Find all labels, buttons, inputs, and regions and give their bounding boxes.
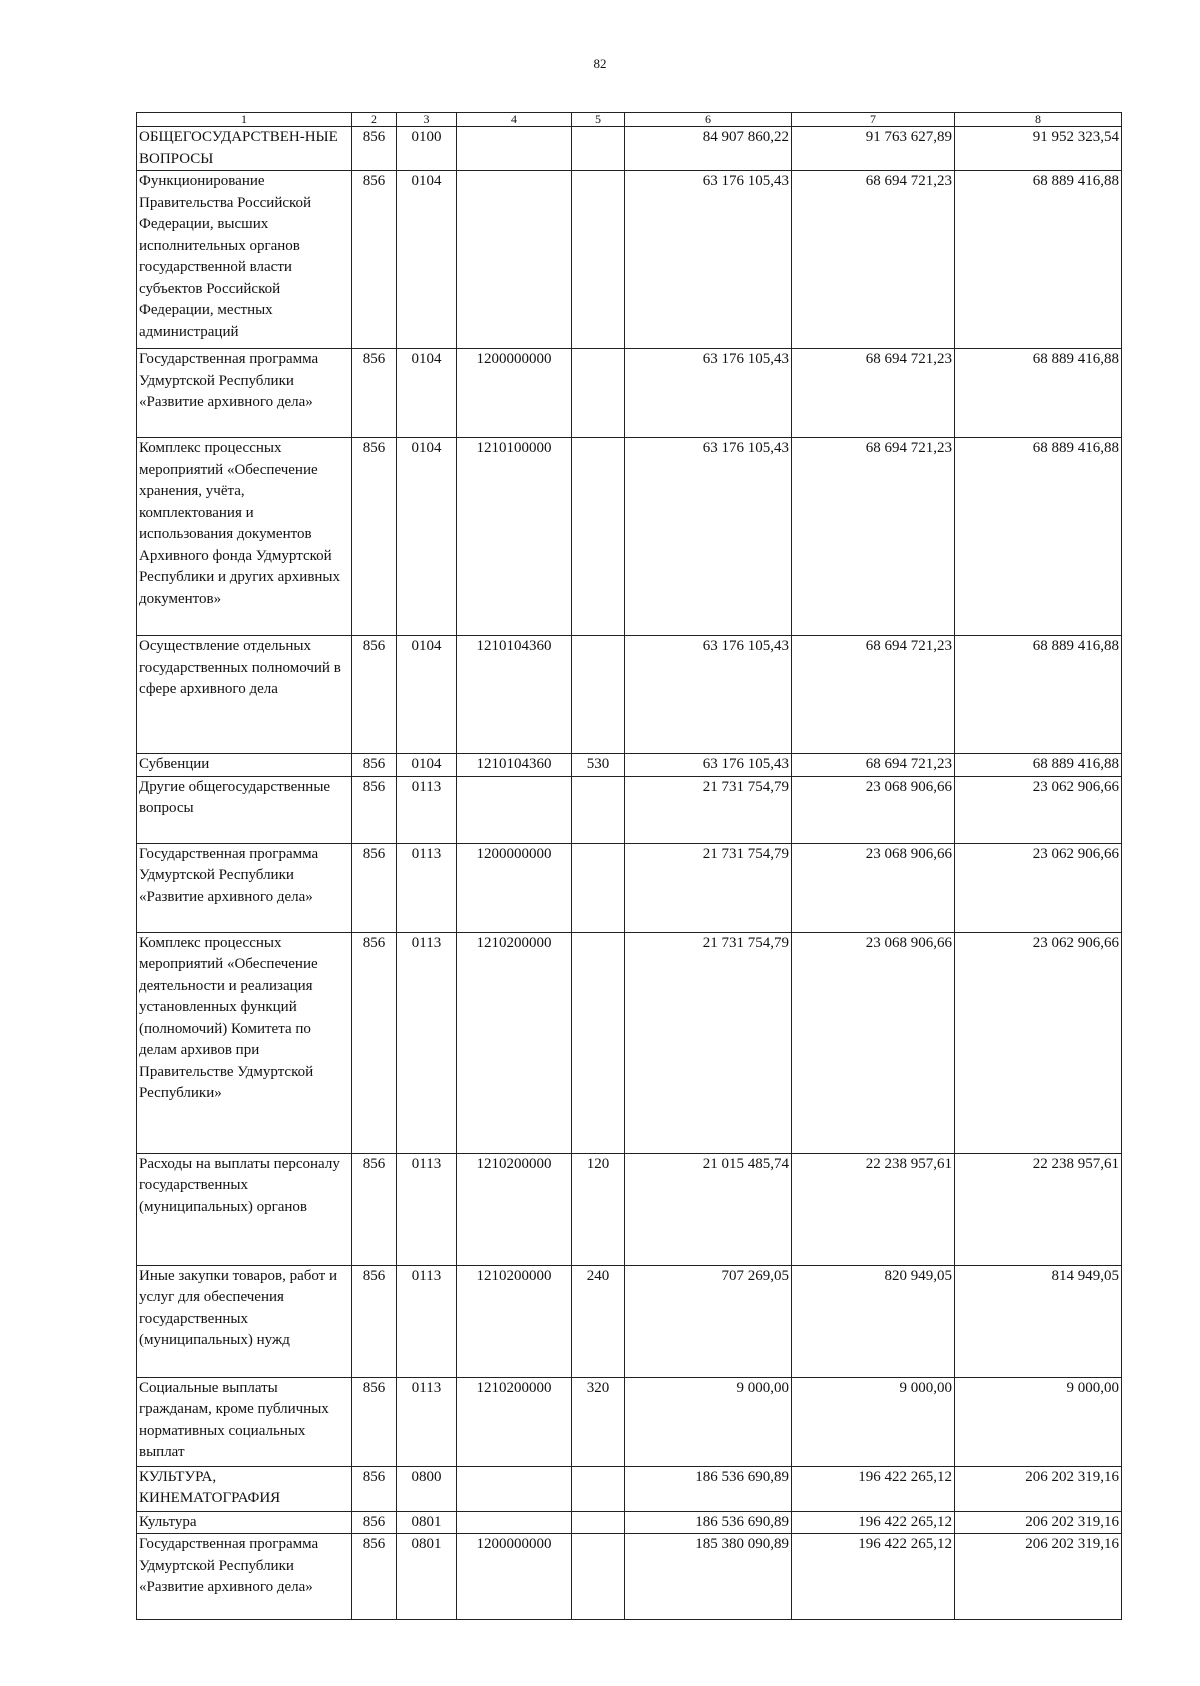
row-amount-col6: 186 536 690,89 xyxy=(625,1511,792,1534)
row-expense-type xyxy=(572,932,625,1153)
row-amount-col8: 68 889 416,88 xyxy=(955,171,1122,349)
row-amount-col7: 196 422 265,12 xyxy=(792,1466,955,1511)
row-target-code: 1210200000 xyxy=(457,1377,572,1466)
row-section-code: 0104 xyxy=(397,636,457,754)
row-section-code: 0104 xyxy=(397,171,457,349)
row-section-code: 0113 xyxy=(397,843,457,932)
row-name: Комплекс процессных мероприятий «Обеспечение деятельности и реализация установленных функций (полномочий) Комитета по делам архивов при Правительстве Удмуртской Республики» xyxy=(137,932,352,1153)
row-amount-col8: 206 202 319,16 xyxy=(955,1534,1122,1620)
row-section-code: 0104 xyxy=(397,754,457,777)
row-expense-type: 530 xyxy=(572,754,625,777)
row-amount-col6: 186 536 690,89 xyxy=(625,1466,792,1511)
table-row xyxy=(137,1265,1122,1377)
table-row xyxy=(137,349,1122,438)
row-target-code: 1200000000 xyxy=(457,1534,572,1620)
row-amount-col7: 68 694 721,23 xyxy=(792,636,955,754)
row-name: КУЛЬТУРА, КИНЕМАТОГРАФИЯ xyxy=(137,1466,352,1511)
row-section-code: 0800 xyxy=(397,1466,457,1511)
table-row xyxy=(137,636,1122,754)
row-target-code: 1210200000 xyxy=(457,1265,572,1377)
row-amount-col6: 21 015 485,74 xyxy=(625,1153,792,1265)
row-amount-col6: 63 176 105,43 xyxy=(625,754,792,777)
table-row xyxy=(137,1511,1122,1534)
row-amount-col6: 185 380 090,89 xyxy=(625,1534,792,1620)
row-amount-col8: 206 202 319,16 xyxy=(955,1511,1122,1534)
row-name: Субвенции xyxy=(137,754,352,777)
row-amount-col6: 21 731 754,79 xyxy=(625,932,792,1153)
row-amount-col7: 22 238 957,61 xyxy=(792,1153,955,1265)
col-header-4: 4 xyxy=(457,113,572,127)
row-amount-col7: 196 422 265,12 xyxy=(792,1511,955,1534)
table-row xyxy=(137,438,1122,636)
row-admin-code: 856 xyxy=(352,171,397,349)
row-target-code: 1210200000 xyxy=(457,932,572,1153)
row-expense-type xyxy=(572,636,625,754)
row-amount-col7: 68 694 721,23 xyxy=(792,349,955,438)
row-admin-code: 856 xyxy=(352,1466,397,1511)
page-number: 82 xyxy=(593,56,607,71)
row-name: Иные закупки товаров, работ и услуг для обеспечения государственных (муниципальных) нужд xyxy=(137,1265,352,1377)
row-amount-col8: 91 952 323,54 xyxy=(955,127,1122,171)
header-row xyxy=(137,113,1122,127)
row-amount-col6: 707 269,05 xyxy=(625,1265,792,1377)
row-admin-code: 856 xyxy=(352,1534,397,1620)
row-amount-col6: 63 176 105,43 xyxy=(625,349,792,438)
row-amount-col7: 68 694 721,23 xyxy=(792,754,955,777)
row-target-code: 1210100000 xyxy=(457,438,572,636)
row-amount-col8: 23 062 906,66 xyxy=(955,932,1122,1153)
row-target-code: 1210200000 xyxy=(457,1153,572,1265)
row-admin-code: 856 xyxy=(352,843,397,932)
row-amount-col7: 68 694 721,23 xyxy=(792,438,955,636)
row-name: Осуществление отдельных государственных полномочий в сфере архивного дела xyxy=(137,636,352,754)
row-amount-col6: 21 731 754,79 xyxy=(625,776,792,843)
table-row xyxy=(137,127,1122,171)
row-admin-code: 856 xyxy=(352,349,397,438)
row-section-code: 0104 xyxy=(397,349,457,438)
row-name: Социальные выплаты гражданам, кроме публичных нормативных социальных выплат xyxy=(137,1377,352,1466)
row-amount-col8: 814 949,05 xyxy=(955,1265,1122,1377)
row-admin-code: 856 xyxy=(352,1153,397,1265)
row-section-code: 0801 xyxy=(397,1534,457,1620)
row-amount-col8: 68 889 416,88 xyxy=(955,438,1122,636)
row-target-code: 1210104360 xyxy=(457,754,572,777)
row-admin-code: 856 xyxy=(352,776,397,843)
row-expense-type xyxy=(572,1511,625,1534)
row-amount-col7: 68 694 721,23 xyxy=(792,171,955,349)
row-admin-code: 856 xyxy=(352,438,397,636)
row-admin-code: 856 xyxy=(352,932,397,1153)
row-amount-col6: 63 176 105,43 xyxy=(625,171,792,349)
row-amount-col8: 68 889 416,88 xyxy=(955,349,1122,438)
row-section-code: 0801 xyxy=(397,1511,457,1534)
budget-table xyxy=(136,112,1122,1620)
row-target-code: 1200000000 xyxy=(457,349,572,438)
row-section-code: 0113 xyxy=(397,932,457,1153)
row-name: Культура xyxy=(137,1511,352,1534)
row-admin-code: 856 xyxy=(352,1265,397,1377)
row-expense-type: 120 xyxy=(572,1153,625,1265)
row-section-code: 0113 xyxy=(397,1377,457,1466)
row-amount-col7: 91 763 627,89 xyxy=(792,127,955,171)
row-amount-col8: 22 238 957,61 xyxy=(955,1153,1122,1265)
row-name: Другие общегосударственные вопросы xyxy=(137,776,352,843)
row-section-code: 0100 xyxy=(397,127,457,171)
row-target-code: 1200000000 xyxy=(457,843,572,932)
row-amount-col7: 23 068 906,66 xyxy=(792,776,955,843)
row-name: Функционирование Правительства Российской Федерации, высших исполнительных органов государственной власти субъектов Российской Федерации, местных администраций xyxy=(137,171,352,349)
table-row xyxy=(137,776,1122,843)
row-name: Комплекс процессных мероприятий «Обеспечение хранения, учёта, комплектования и использования документов Архивного фонда Удмуртской Республики и других архивных документов» xyxy=(137,438,352,636)
row-amount-col8: 68 889 416,88 xyxy=(955,754,1122,777)
row-amount-col6: 9 000,00 xyxy=(625,1377,792,1466)
row-admin-code: 856 xyxy=(352,127,397,171)
row-amount-col7: 23 068 906,66 xyxy=(792,843,955,932)
row-section-code: 0113 xyxy=(397,776,457,843)
row-name: Государственная программа Удмуртской Республики «Развитие архивного дела» xyxy=(137,843,352,932)
row-target-code xyxy=(457,1466,572,1511)
table-row xyxy=(137,843,1122,932)
row-expense-type: 320 xyxy=(572,1377,625,1466)
row-expense-type xyxy=(572,349,625,438)
row-expense-type xyxy=(572,1466,625,1511)
row-expense-type: 240 xyxy=(572,1265,625,1377)
table-row xyxy=(137,932,1122,1153)
row-admin-code: 856 xyxy=(352,636,397,754)
row-amount-col7: 196 422 265,12 xyxy=(792,1534,955,1620)
col-header-6: 6 xyxy=(625,113,792,127)
row-admin-code: 856 xyxy=(352,1511,397,1534)
col-header-7: 7 xyxy=(792,113,955,127)
row-expense-type xyxy=(572,1534,625,1620)
row-expense-type xyxy=(572,843,625,932)
row-section-code: 0113 xyxy=(397,1265,457,1377)
row-amount-col7: 9 000,00 xyxy=(792,1377,955,1466)
row-name: Государственная программа Удмуртской Республики «Развитие архивного дела» xyxy=(137,1534,352,1620)
table-row xyxy=(137,1377,1122,1466)
row-section-code: 0104 xyxy=(397,438,457,636)
row-expense-type xyxy=(572,127,625,171)
col-header-8: 8 xyxy=(955,113,1122,127)
table-row xyxy=(137,1153,1122,1265)
row-admin-code: 856 xyxy=(352,1377,397,1466)
col-header-1: 1 xyxy=(137,113,352,127)
row-target-code: 1210104360 xyxy=(457,636,572,754)
table-row xyxy=(137,1534,1122,1620)
table-row xyxy=(137,754,1122,777)
row-amount-col6: 63 176 105,43 xyxy=(625,438,792,636)
row-amount-col7: 23 068 906,66 xyxy=(792,932,955,1153)
row-amount-col8: 68 889 416,88 xyxy=(955,636,1122,754)
row-expense-type xyxy=(572,171,625,349)
row-admin-code: 856 xyxy=(352,754,397,777)
row-target-code xyxy=(457,1511,572,1534)
row-amount-col7: 820 949,05 xyxy=(792,1265,955,1377)
row-name: Расходы на выплаты персоналу государственных (муниципальных) органов xyxy=(137,1153,352,1265)
row-target-code xyxy=(457,127,572,171)
row-amount-col6: 63 176 105,43 xyxy=(625,636,792,754)
row-target-code xyxy=(457,171,572,349)
row-name: ОБЩЕГОСУДАРСТВЕН-НЫЕ ВОПРОСЫ xyxy=(137,127,352,171)
row-expense-type xyxy=(572,776,625,843)
col-header-5: 5 xyxy=(572,113,625,127)
table-row xyxy=(137,1466,1122,1511)
col-header-3: 3 xyxy=(397,113,457,127)
row-amount-col8: 23 062 906,66 xyxy=(955,843,1122,932)
row-amount-col8: 23 062 906,66 xyxy=(955,776,1122,843)
row-expense-type xyxy=(572,438,625,636)
row-name: Государственная программа Удмуртской Республики «Развитие архивного дела» xyxy=(137,349,352,438)
row-target-code xyxy=(457,776,572,843)
row-amount-col8: 206 202 319,16 xyxy=(955,1466,1122,1511)
row-amount-col6: 21 731 754,79 xyxy=(625,843,792,932)
row-amount-col8: 9 000,00 xyxy=(955,1377,1122,1466)
col-header-2: 2 xyxy=(352,113,397,127)
table-row xyxy=(137,171,1122,349)
row-amount-col6: 84 907 860,22 xyxy=(625,127,792,171)
row-section-code: 0113 xyxy=(397,1153,457,1265)
